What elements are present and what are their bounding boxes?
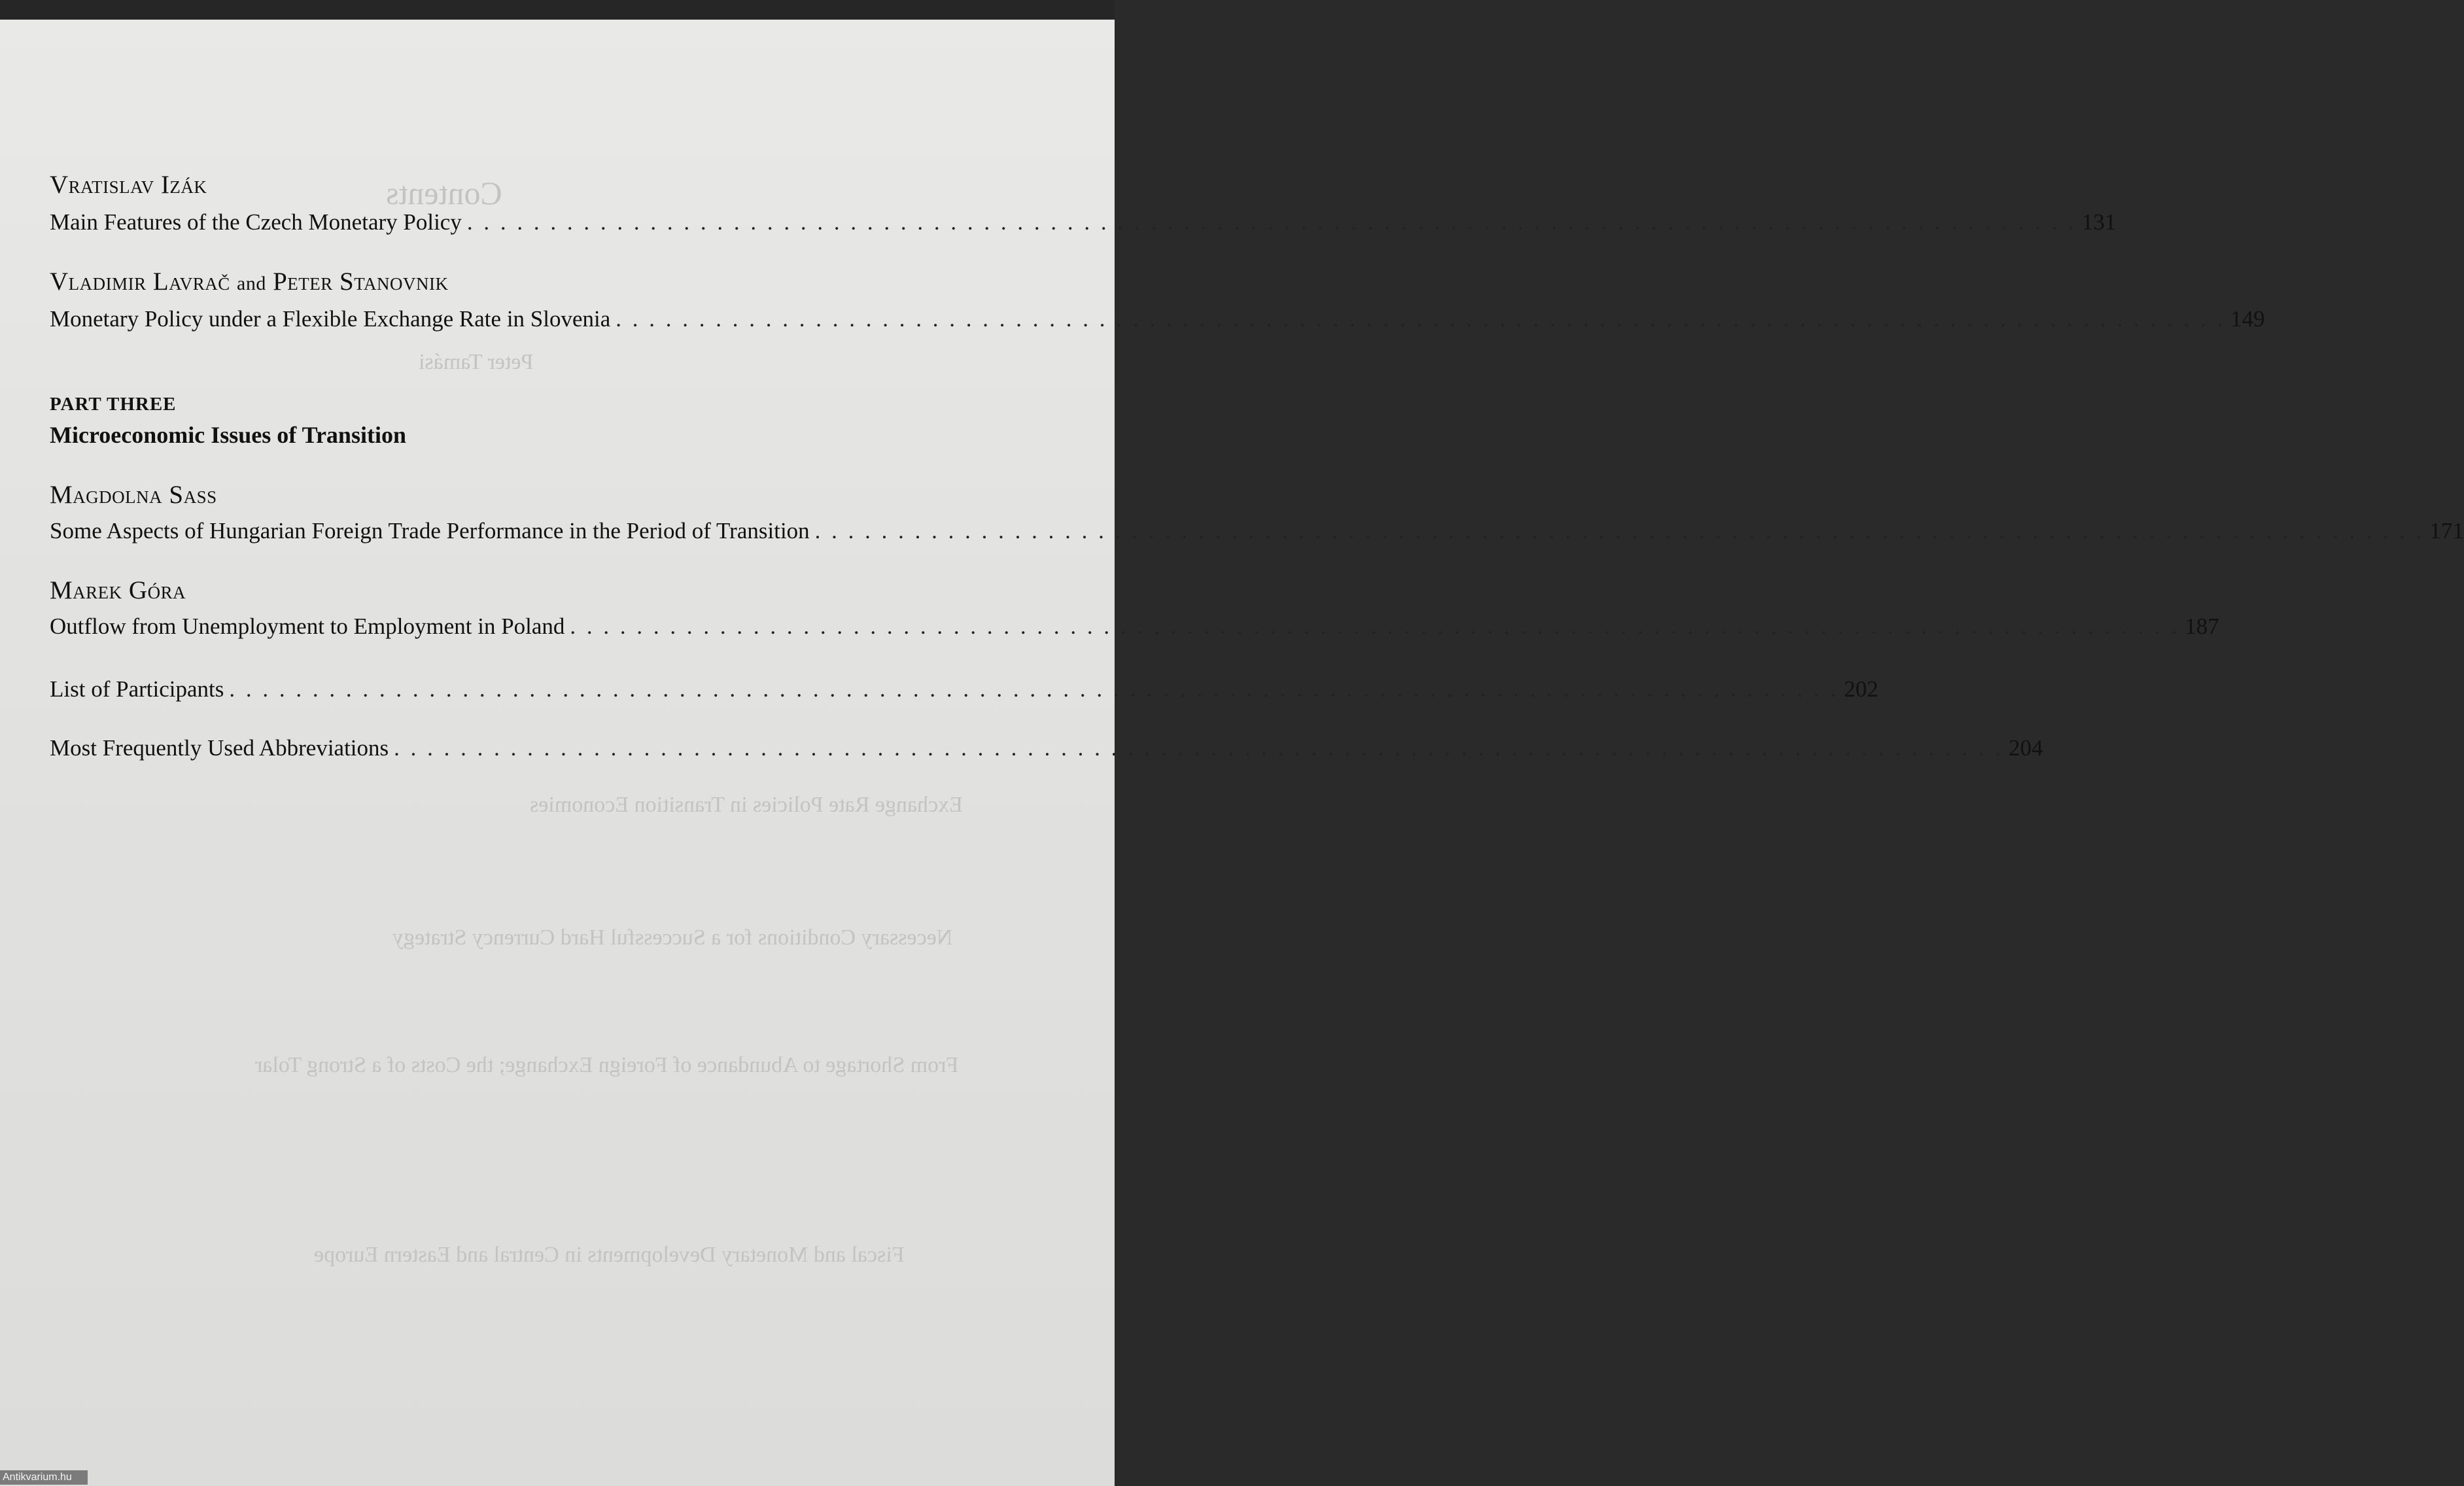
toc-entry[interactable] [50,518,2464,547]
bleed-through-line-2: From Shortage to Abundance of Foreign Exchange; the Costs of a Strong Tolar [255,1053,959,1077]
bleed-through-part: Exchange Rate Policies in Transition Economies [530,793,963,817]
author-name: Magdolna Sass [50,481,217,509]
part-title: Microeconomic Issues of Transition [50,422,406,448]
dot-leader: . . . . . . . . . . . . . . . . . . . . . . . . . . . . . . . . . . . . . . . . . . . . . . . . . . . . . . . . . . . . . . . . . . . . . . . . . . . . . . . . . . . . . . . . . . . . . . . . . [570,613,2180,639]
bleed-through-heading: Contents [386,175,502,211]
entry-title: List of Participants [50,676,224,702]
entry-author [50,576,186,605]
dot-leader: . . . . . . . . . . . . . . . . . . . . . . . . . . . . . . . . . . . . . . . . . . . . . . . . . . . . . . . . . . . . . . . . . . . . . . . . . . . . . . . . . . . . . . . . . . . . . . . . . [814,518,2425,544]
toc-entry[interactable] [50,676,1879,705]
entry-title: Most Frequently Used Abbreviations [50,735,389,761]
entry-title: Some Aspects of Hungarian Foreign Trade Performance in the Period of Transition [50,518,810,544]
dot-leader: . . . . . . . . . . . . . . . . . . . . . . . . . . . . . . . . . . . . . . . . . . . . . . . . . . . . . . . . . . . . . . . . . . . . . . . . . . . . . . . . . . . . . . . . . . . . . . . . . [229,676,1839,702]
entry-page-number: 187 [2185,613,2219,639]
entry-title: Main Features of the Czech Monetary Policy [50,209,462,235]
part-label: PART THREE [50,394,177,415]
dot-leader: . . . . . . . . . . . . . . . . . . . . . . . . . . . . . . . . . . . . . . . . . . . . . . . . . . . . . . . . . . . . . . . . . . . . . . . . . . . . . . . . . . . . . . . . . . . . . . . . . [466,209,2077,235]
entry-page-number: 202 [1844,676,1879,702]
bleed-through-editor: Peter Tamási [419,350,534,374]
author-name: Peter Stanovnik [273,268,449,296]
page-top-shadow [0,0,1115,20]
entry-page-number: 149 [2230,306,2265,332]
author-name: Vladimir Lavrač [50,268,230,296]
dot-leader: . . . . . . . . . . . . . . . . . . . . . . . . . . . . . . . . . . . . . . . . . . . . . . . . . . . . . . . . . . . . . . . . . . . . . . . . . . . . . . . . . . . . . . . . . . . . . . . . . [394,735,2004,761]
dot-leader: . . . . . . . . . . . . . . . . . . . . . . . . . . . . . . . . . . . . . . . . . . . . . . . . . . . . . . . . . . . . . . . . . . . . . . . . . . . . . . . . . . . . . . . . . . . . . . . . . [616,306,2226,332]
entry-page-number: 171 [2429,518,2464,544]
entry-author [50,267,449,296]
entry-title: Monetary Policy under a Flexible Exchange Rate in Slovenia [50,306,611,332]
watermark: Antikvarium.hu [0,1470,88,1485]
entry-page-number: 131 [2081,209,2117,235]
toc-entry[interactable] [50,613,2219,642]
entry-author [50,480,217,510]
toc-entry[interactable] [50,735,2043,764]
toc-entry[interactable] [50,306,2265,335]
bleed-through-line-1: Necessary Conditions for a Successful Hard Currency Strategy [392,925,953,950]
toc-entry[interactable] [50,209,2117,238]
document-page [0,20,2464,1486]
bleed-through-line-3: Fiscal and Monetary Developments in Central and Eastern Europe [314,1243,905,1267]
author-connector: and [237,273,266,294]
entry-title: Outflow from Unemployment to Employment in Poland [50,613,565,639]
entry-page-number: 204 [2008,735,2043,761]
author-name: Marek Góra [50,576,186,604]
author-name: Vratislav Izák [50,171,207,199]
entry-author [50,170,207,199]
